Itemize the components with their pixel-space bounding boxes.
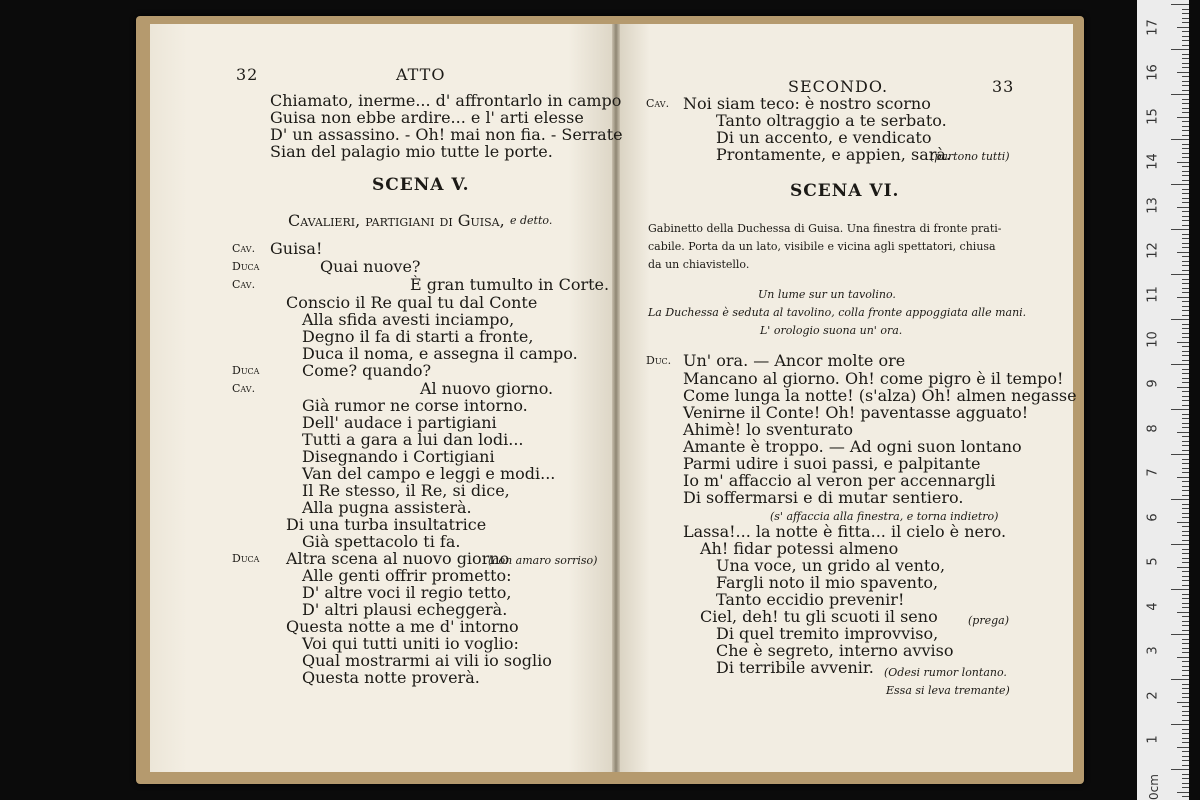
ruler-tick bbox=[1182, 783, 1189, 784]
verse-line: Mancano al giorno. Oh! come pigro è il tempo! bbox=[683, 369, 1064, 388]
page-number: 33 bbox=[992, 77, 1015, 96]
ruler-tick bbox=[1182, 63, 1189, 64]
characters-line: Cavalieri, partigiani di Guisa, bbox=[288, 211, 505, 230]
ruler-tick bbox=[1177, 387, 1189, 388]
ruler-tick bbox=[1182, 346, 1189, 347]
ruler-tick bbox=[1182, 598, 1189, 599]
speaker-label: Cav. bbox=[232, 278, 256, 291]
ruler-tick bbox=[1182, 144, 1189, 145]
ruler-tick bbox=[1182, 535, 1189, 536]
ruler-tick bbox=[1182, 355, 1189, 356]
scene-heading: SCENA V. bbox=[372, 175, 470, 195]
ruler-tick bbox=[1182, 652, 1189, 653]
ruler-tick bbox=[1171, 499, 1189, 500]
ruler-tick bbox=[1182, 148, 1189, 149]
ruler-number: 3 bbox=[1145, 646, 1161, 655]
ruler-number: 13 bbox=[1145, 197, 1161, 214]
verse-line: Ah! fidar potessi almeno bbox=[700, 539, 899, 558]
stage-note: (con amaro sorriso) bbox=[488, 554, 598, 567]
ruler-tick bbox=[1182, 22, 1189, 23]
verse-line: Lassa!... la notte è fitta... il cielo è nero. bbox=[683, 522, 1007, 541]
ruler-tick bbox=[1182, 333, 1189, 334]
verse-line: Un' ora. — Ancor molte ore bbox=[683, 351, 906, 370]
ruler-tick bbox=[1182, 67, 1189, 68]
ruler-tick bbox=[1182, 90, 1189, 91]
ruler-tick bbox=[1182, 508, 1189, 509]
ruler-tick bbox=[1182, 328, 1189, 329]
verse-line: Alla pugna assisterà. bbox=[302, 498, 472, 517]
ruler-tick bbox=[1182, 436, 1189, 437]
speaker-label: Cav. bbox=[232, 242, 256, 255]
stage-direction: da un chiavistello. bbox=[648, 258, 750, 271]
ruler-number: 16 bbox=[1145, 63, 1161, 81]
ruler-tick bbox=[1177, 567, 1189, 568]
text-line: Sian del palagio mio tutte le porte. bbox=[270, 142, 553, 161]
stage-direction-italic: L' orologio suona un' ora. bbox=[760, 324, 903, 337]
ruler-tick bbox=[1182, 103, 1189, 104]
ruler-tick bbox=[1182, 742, 1189, 743]
ruler-number: 17 bbox=[1145, 19, 1161, 36]
page-number: 32 bbox=[236, 65, 259, 84]
ruler-tick bbox=[1182, 495, 1189, 496]
verse-line: Io m' affaccio al veron per accennargli bbox=[683, 471, 996, 490]
ruler-tick bbox=[1182, 787, 1189, 788]
ruler-tick bbox=[1177, 792, 1189, 793]
scene-heading: SCENA VI. bbox=[790, 181, 900, 201]
ruler-tick bbox=[1171, 769, 1189, 770]
ruler-tick bbox=[1182, 486, 1189, 487]
verse-line: Conscio il Re qual tu dal Conte bbox=[286, 293, 538, 312]
stage-note: e detto. bbox=[510, 214, 553, 227]
ruler-tick bbox=[1182, 85, 1189, 86]
ruler-tick bbox=[1171, 544, 1189, 545]
ruler-tick bbox=[1182, 531, 1189, 532]
ruler-tick bbox=[1182, 427, 1189, 428]
text-line: Guisa non ebbe ardire... e l' arti elesse bbox=[270, 108, 584, 127]
verse-line: Già spettacolo ti fa. bbox=[302, 532, 461, 551]
ruler-tick bbox=[1182, 279, 1189, 280]
ruler-number: 9 bbox=[1145, 379, 1161, 388]
ruler-tick bbox=[1171, 274, 1189, 275]
ruler-tick bbox=[1182, 463, 1189, 464]
ruler-tick bbox=[1182, 108, 1189, 109]
ruler-tick bbox=[1182, 751, 1189, 752]
ruler-tick bbox=[1182, 288, 1189, 289]
ruler-tick bbox=[1182, 720, 1189, 721]
stage-direction: Gabinetto della Duchessa di Guisa. Una finestra di fronte prati- bbox=[648, 222, 1002, 235]
ruler-tick bbox=[1182, 553, 1189, 554]
ruler-tick bbox=[1171, 724, 1189, 725]
verse-line: Tutti a gara a lui dan lodi... bbox=[302, 430, 524, 449]
ruler-tick bbox=[1182, 414, 1189, 415]
speaker-label: Duca bbox=[232, 260, 260, 273]
ruler-tick bbox=[1182, 715, 1189, 716]
ruler-number: 5 bbox=[1145, 557, 1161, 566]
text-line: D' un assassino. - Oh! mai non fia. - Serrate bbox=[270, 125, 623, 144]
ruler-tick bbox=[1182, 270, 1189, 271]
stage-direction-italic: La Duchessa è seduta al tavolino, colla fronte appoggiata alle mani. bbox=[648, 306, 1027, 319]
ruler-tick bbox=[1182, 36, 1189, 37]
ruler-tick bbox=[1182, 580, 1189, 581]
ruler-tick bbox=[1171, 364, 1189, 365]
ruler-tick bbox=[1171, 634, 1189, 635]
ruler-tick bbox=[1182, 540, 1189, 541]
ruler-tick bbox=[1182, 324, 1189, 325]
ruler-tick bbox=[1182, 693, 1189, 694]
stage-note: (prega) bbox=[968, 614, 1009, 627]
ruler-tick bbox=[1182, 594, 1189, 595]
ruler-tick bbox=[1182, 9, 1189, 10]
ruler-tick bbox=[1182, 360, 1189, 361]
ruler-tick bbox=[1171, 94, 1189, 95]
ruler-tick bbox=[1182, 621, 1189, 622]
ruler-tick bbox=[1182, 517, 1189, 518]
ruler-tick bbox=[1182, 666, 1189, 667]
stage-direction-italic: (s' affaccia alla finestra, e torna indietro) bbox=[770, 510, 999, 523]
ruler-tick bbox=[1182, 648, 1189, 649]
verse-line: Voi qui tutti uniti io voglio: bbox=[302, 634, 519, 653]
ruler-tick bbox=[1182, 756, 1189, 757]
verse-line: Tanto eccidio prevenir! bbox=[716, 590, 905, 609]
ruler-number: 12 bbox=[1145, 241, 1161, 259]
ruler-tick bbox=[1182, 607, 1189, 608]
ruler-tick bbox=[1177, 657, 1189, 658]
ruler-tick bbox=[1182, 576, 1189, 577]
ruler-tick bbox=[1182, 40, 1189, 41]
speaker-label: Cav. bbox=[232, 382, 256, 395]
verse-line: Come lunga la notte! (s'alza) Oh! almen negasse bbox=[683, 386, 1077, 405]
stage-note: (Odesi rumor lontano. bbox=[884, 666, 1007, 679]
verse-line: È gran tumulto in Corte. bbox=[410, 275, 610, 294]
speaker-label: Duca bbox=[232, 364, 260, 377]
ruler-tick bbox=[1182, 378, 1189, 379]
ruler-tick bbox=[1171, 139, 1189, 140]
verse-line: Venirne il Conte! Oh! paventasse agguato! bbox=[683, 403, 1029, 422]
verse-line: Già rumor ne corse intorno. bbox=[302, 396, 528, 415]
ruler-tick bbox=[1182, 711, 1189, 712]
ruler-tick bbox=[1182, 126, 1189, 127]
ruler-number: 10 bbox=[1145, 330, 1161, 348]
stage-note: (partono tutti) bbox=[930, 150, 1010, 163]
ruler-tick bbox=[1182, 202, 1189, 203]
verse-line: Ahimè! lo sventurato bbox=[683, 420, 853, 439]
ruler-tick bbox=[1182, 81, 1189, 82]
ruler-number: 15 bbox=[1145, 108, 1161, 125]
ruler-tick bbox=[1177, 477, 1189, 478]
ruler-tick bbox=[1182, 234, 1189, 235]
ruler-tick bbox=[1182, 157, 1189, 158]
ruler-tick bbox=[1182, 166, 1189, 167]
ruler-tick bbox=[1182, 265, 1189, 266]
ruler-tick bbox=[1182, 670, 1189, 671]
ruler-tick bbox=[1182, 337, 1189, 338]
ruler-tick bbox=[1177, 117, 1189, 118]
ruler-tick bbox=[1182, 76, 1189, 77]
verse-line: D' altre voci il regio tetto, bbox=[302, 583, 512, 602]
ruler-number: 4 bbox=[1145, 601, 1161, 611]
ruler-tick bbox=[1182, 310, 1189, 311]
ruler-tick bbox=[1182, 688, 1189, 689]
ruler-tick bbox=[1182, 562, 1189, 563]
ruler-tick bbox=[1171, 319, 1189, 320]
ruler-tick bbox=[1182, 481, 1189, 482]
stage-direction: cabile. Porta da un lato, visibile e vicina agli spettatori, chiusa bbox=[648, 240, 996, 253]
ruler-tick bbox=[1182, 198, 1189, 199]
ruler-tick bbox=[1171, 229, 1189, 230]
ruler-tick bbox=[1182, 616, 1189, 617]
ruler-tick bbox=[1177, 342, 1189, 343]
ruler-tick bbox=[1182, 135, 1189, 136]
ruler-tick bbox=[1182, 504, 1189, 505]
ruler-tick bbox=[1171, 589, 1189, 590]
ruler-tick bbox=[1182, 468, 1189, 469]
ruler-tick bbox=[1171, 454, 1189, 455]
ruler-tick bbox=[1182, 697, 1189, 698]
ruler-tick bbox=[1182, 423, 1189, 424]
ruler-tick bbox=[1182, 243, 1189, 244]
ruler-tick bbox=[1182, 472, 1189, 473]
ruler-tick bbox=[1182, 171, 1189, 172]
speaker-label: Duca bbox=[232, 552, 260, 565]
verse-line: Al nuovo giorno. bbox=[420, 379, 554, 398]
ruler-tick bbox=[1182, 58, 1189, 59]
ruler-number: 14 bbox=[1145, 152, 1161, 170]
ruler-tick bbox=[1182, 247, 1189, 248]
verse-line: Duca il noma, e assegna il campo. bbox=[302, 344, 578, 363]
ruler-tick bbox=[1182, 99, 1189, 100]
ruler-tick bbox=[1182, 513, 1189, 514]
ruler-tick bbox=[1177, 702, 1189, 703]
ruler-tick bbox=[1182, 585, 1189, 586]
verse-line: Come? quando? bbox=[302, 361, 432, 380]
measurement-ruler bbox=[1137, 0, 1189, 800]
ruler-tick bbox=[1182, 121, 1189, 122]
ruler-tick bbox=[1182, 441, 1189, 442]
ruler-tick bbox=[1182, 400, 1189, 401]
verse-line: Ciel, deh! tu gli scuoti il seno bbox=[700, 607, 938, 626]
ruler-tick bbox=[1182, 643, 1189, 644]
ruler-tick bbox=[1182, 450, 1189, 451]
ruler-tick bbox=[1182, 175, 1189, 176]
ruler-tick bbox=[1177, 72, 1189, 73]
ruler-tick bbox=[1182, 391, 1189, 392]
ruler-tick bbox=[1182, 193, 1189, 194]
ruler-tick bbox=[1182, 54, 1189, 55]
verse-line: Di un accento, e vendicato bbox=[716, 128, 932, 147]
ruler-number: 6 bbox=[1145, 512, 1161, 522]
speaker-label: Duc. bbox=[646, 354, 672, 367]
ruler-tick bbox=[1182, 315, 1189, 316]
ruler-tick bbox=[1182, 112, 1189, 113]
ruler-tick bbox=[1182, 490, 1189, 491]
ruler-tick bbox=[1182, 216, 1189, 217]
ruler-tick bbox=[1182, 283, 1189, 284]
ruler-number: 8 bbox=[1145, 423, 1161, 433]
ruler-tick bbox=[1177, 207, 1189, 208]
ruler-tick bbox=[1182, 729, 1189, 730]
verse-line: Parmi udire i suoi passi, e palpitante bbox=[683, 454, 981, 473]
ruler-tick bbox=[1171, 49, 1189, 50]
ruler-tick bbox=[1182, 684, 1189, 685]
ruler-tick bbox=[1182, 225, 1189, 226]
ruler-tick bbox=[1171, 679, 1189, 680]
ruler-number: 2 bbox=[1145, 690, 1161, 700]
verse-line: Dell' audace i partigiani bbox=[302, 413, 497, 432]
ruler-tick bbox=[1182, 373, 1189, 374]
ruler-tick bbox=[1177, 162, 1189, 163]
verse-line: D' altri plausi echeggerà. bbox=[302, 600, 508, 619]
verse-line: Qual mostrarmi ai vili io soglio bbox=[302, 651, 552, 670]
verse-line: Altra scena al nuovo giorno bbox=[286, 549, 510, 568]
verse-line: Prontamente, e appien, sarà. bbox=[716, 145, 951, 164]
ruler-tick bbox=[1182, 153, 1189, 154]
verse-line: Questa notte proverà. bbox=[302, 668, 480, 687]
ruler-unit: 0cm bbox=[1146, 774, 1161, 800]
ruler-tick bbox=[1177, 297, 1189, 298]
ruler-tick bbox=[1177, 612, 1189, 613]
ruler-tick bbox=[1182, 261, 1189, 262]
ruler-tick bbox=[1182, 796, 1189, 797]
verse-line: Questa notte a me d' intorno bbox=[286, 617, 519, 636]
ruler-tick bbox=[1182, 549, 1189, 550]
verse-line: Guisa! bbox=[270, 239, 323, 258]
ruler-tick bbox=[1177, 27, 1189, 28]
ruler-tick bbox=[1182, 211, 1189, 212]
verse-line: Che è segreto, interno avviso bbox=[716, 641, 954, 660]
verse-line: Di quel tremito improvviso, bbox=[716, 624, 939, 643]
ruler-tick bbox=[1182, 778, 1189, 779]
ruler-tick bbox=[1171, 409, 1189, 410]
ruler-tick bbox=[1182, 603, 1189, 604]
ruler-tick bbox=[1182, 558, 1189, 559]
ruler-tick bbox=[1177, 522, 1189, 523]
ruler-tick bbox=[1182, 351, 1189, 352]
page-header: ATTO bbox=[396, 65, 446, 84]
ruler-tick bbox=[1182, 189, 1189, 190]
ruler-tick bbox=[1182, 18, 1189, 19]
ruler-tick bbox=[1171, 184, 1189, 185]
verse-line: Quai nuove? bbox=[320, 257, 421, 276]
verse-line: Una voce, un grido al vento, bbox=[716, 556, 946, 575]
verse-line: Degno il fa di starti a fronte, bbox=[302, 327, 534, 346]
ruler-number: 11 bbox=[1145, 286, 1161, 303]
stage-note: Essa si leva tremante) bbox=[886, 684, 1010, 697]
ruler-tick bbox=[1182, 459, 1189, 460]
ruler-tick bbox=[1182, 382, 1189, 383]
verse-line: Di soffermarsi e di mutar sentiero. bbox=[683, 488, 964, 507]
ruler-tick bbox=[1182, 220, 1189, 221]
ruler-number: 7 bbox=[1145, 468, 1161, 477]
verse-line: Alle genti offrir prometto: bbox=[302, 566, 512, 585]
ruler-tick bbox=[1182, 733, 1189, 734]
ruler-tick bbox=[1182, 760, 1189, 761]
verse-line: Di una turba insultatrice bbox=[286, 515, 487, 534]
verse-line: Alla sfida avesti inciampo, bbox=[302, 310, 515, 329]
verse-line: Il Re stesso, il Re, si dice, bbox=[302, 481, 510, 500]
ruler-tick bbox=[1182, 180, 1189, 181]
ruler-tick bbox=[1182, 445, 1189, 446]
ruler-tick bbox=[1182, 661, 1189, 662]
ruler-tick bbox=[1182, 31, 1189, 32]
ruler-tick bbox=[1182, 630, 1189, 631]
ruler-tick bbox=[1182, 396, 1189, 397]
ruler-tick bbox=[1182, 306, 1189, 307]
ruler-tick bbox=[1182, 45, 1189, 46]
ruler-tick bbox=[1182, 706, 1189, 707]
ruler-tick bbox=[1182, 738, 1189, 739]
ruler-number: 1 bbox=[1145, 735, 1161, 744]
page-header: SECONDO. bbox=[788, 77, 889, 96]
ruler-tick bbox=[1182, 639, 1189, 640]
text-line: Chiamato, inerme... d' affrontarlo in campo bbox=[270, 91, 622, 110]
ruler-tick bbox=[1182, 571, 1189, 572]
ruler-tick bbox=[1182, 625, 1189, 626]
verse-line: Amante è troppo. — Ad ogni suon lontano bbox=[683, 437, 1022, 456]
ruler-tick bbox=[1182, 369, 1189, 370]
ruler-tick bbox=[1182, 675, 1189, 676]
ruler-tick bbox=[1177, 747, 1189, 748]
ruler-tick bbox=[1182, 13, 1189, 14]
ruler-tick bbox=[1182, 238, 1189, 239]
ruler-tick bbox=[1182, 292, 1189, 293]
ruler-tick bbox=[1182, 774, 1189, 775]
speaker-label: Cav. bbox=[646, 97, 670, 110]
verse-line: Tanto oltraggio a te serbato. bbox=[716, 111, 947, 130]
ruler-tick bbox=[1182, 526, 1189, 527]
ruler-tick bbox=[1182, 418, 1189, 419]
ruler-tick bbox=[1182, 405, 1189, 406]
ruler-tick bbox=[1182, 130, 1189, 131]
verse-line: Disegnando i Cortigiani bbox=[302, 447, 495, 466]
verse-line: Fargli noto il mio spavento, bbox=[716, 573, 939, 592]
ruler-tick bbox=[1177, 252, 1189, 253]
ruler-tick bbox=[1171, 4, 1189, 5]
ruler-tick bbox=[1177, 432, 1189, 433]
verse-line: Van del campo e leggi e modi... bbox=[302, 464, 556, 483]
stage-direction-italic: Un lume sur un tavolino. bbox=[758, 288, 896, 301]
ruler-tick bbox=[1182, 256, 1189, 257]
verse-line: Noi siam teco: è nostro scorno bbox=[683, 94, 931, 113]
verse-line: Di terribile avvenir. bbox=[716, 658, 874, 677]
ruler-tick bbox=[1182, 765, 1189, 766]
ruler-tick bbox=[1182, 301, 1189, 302]
